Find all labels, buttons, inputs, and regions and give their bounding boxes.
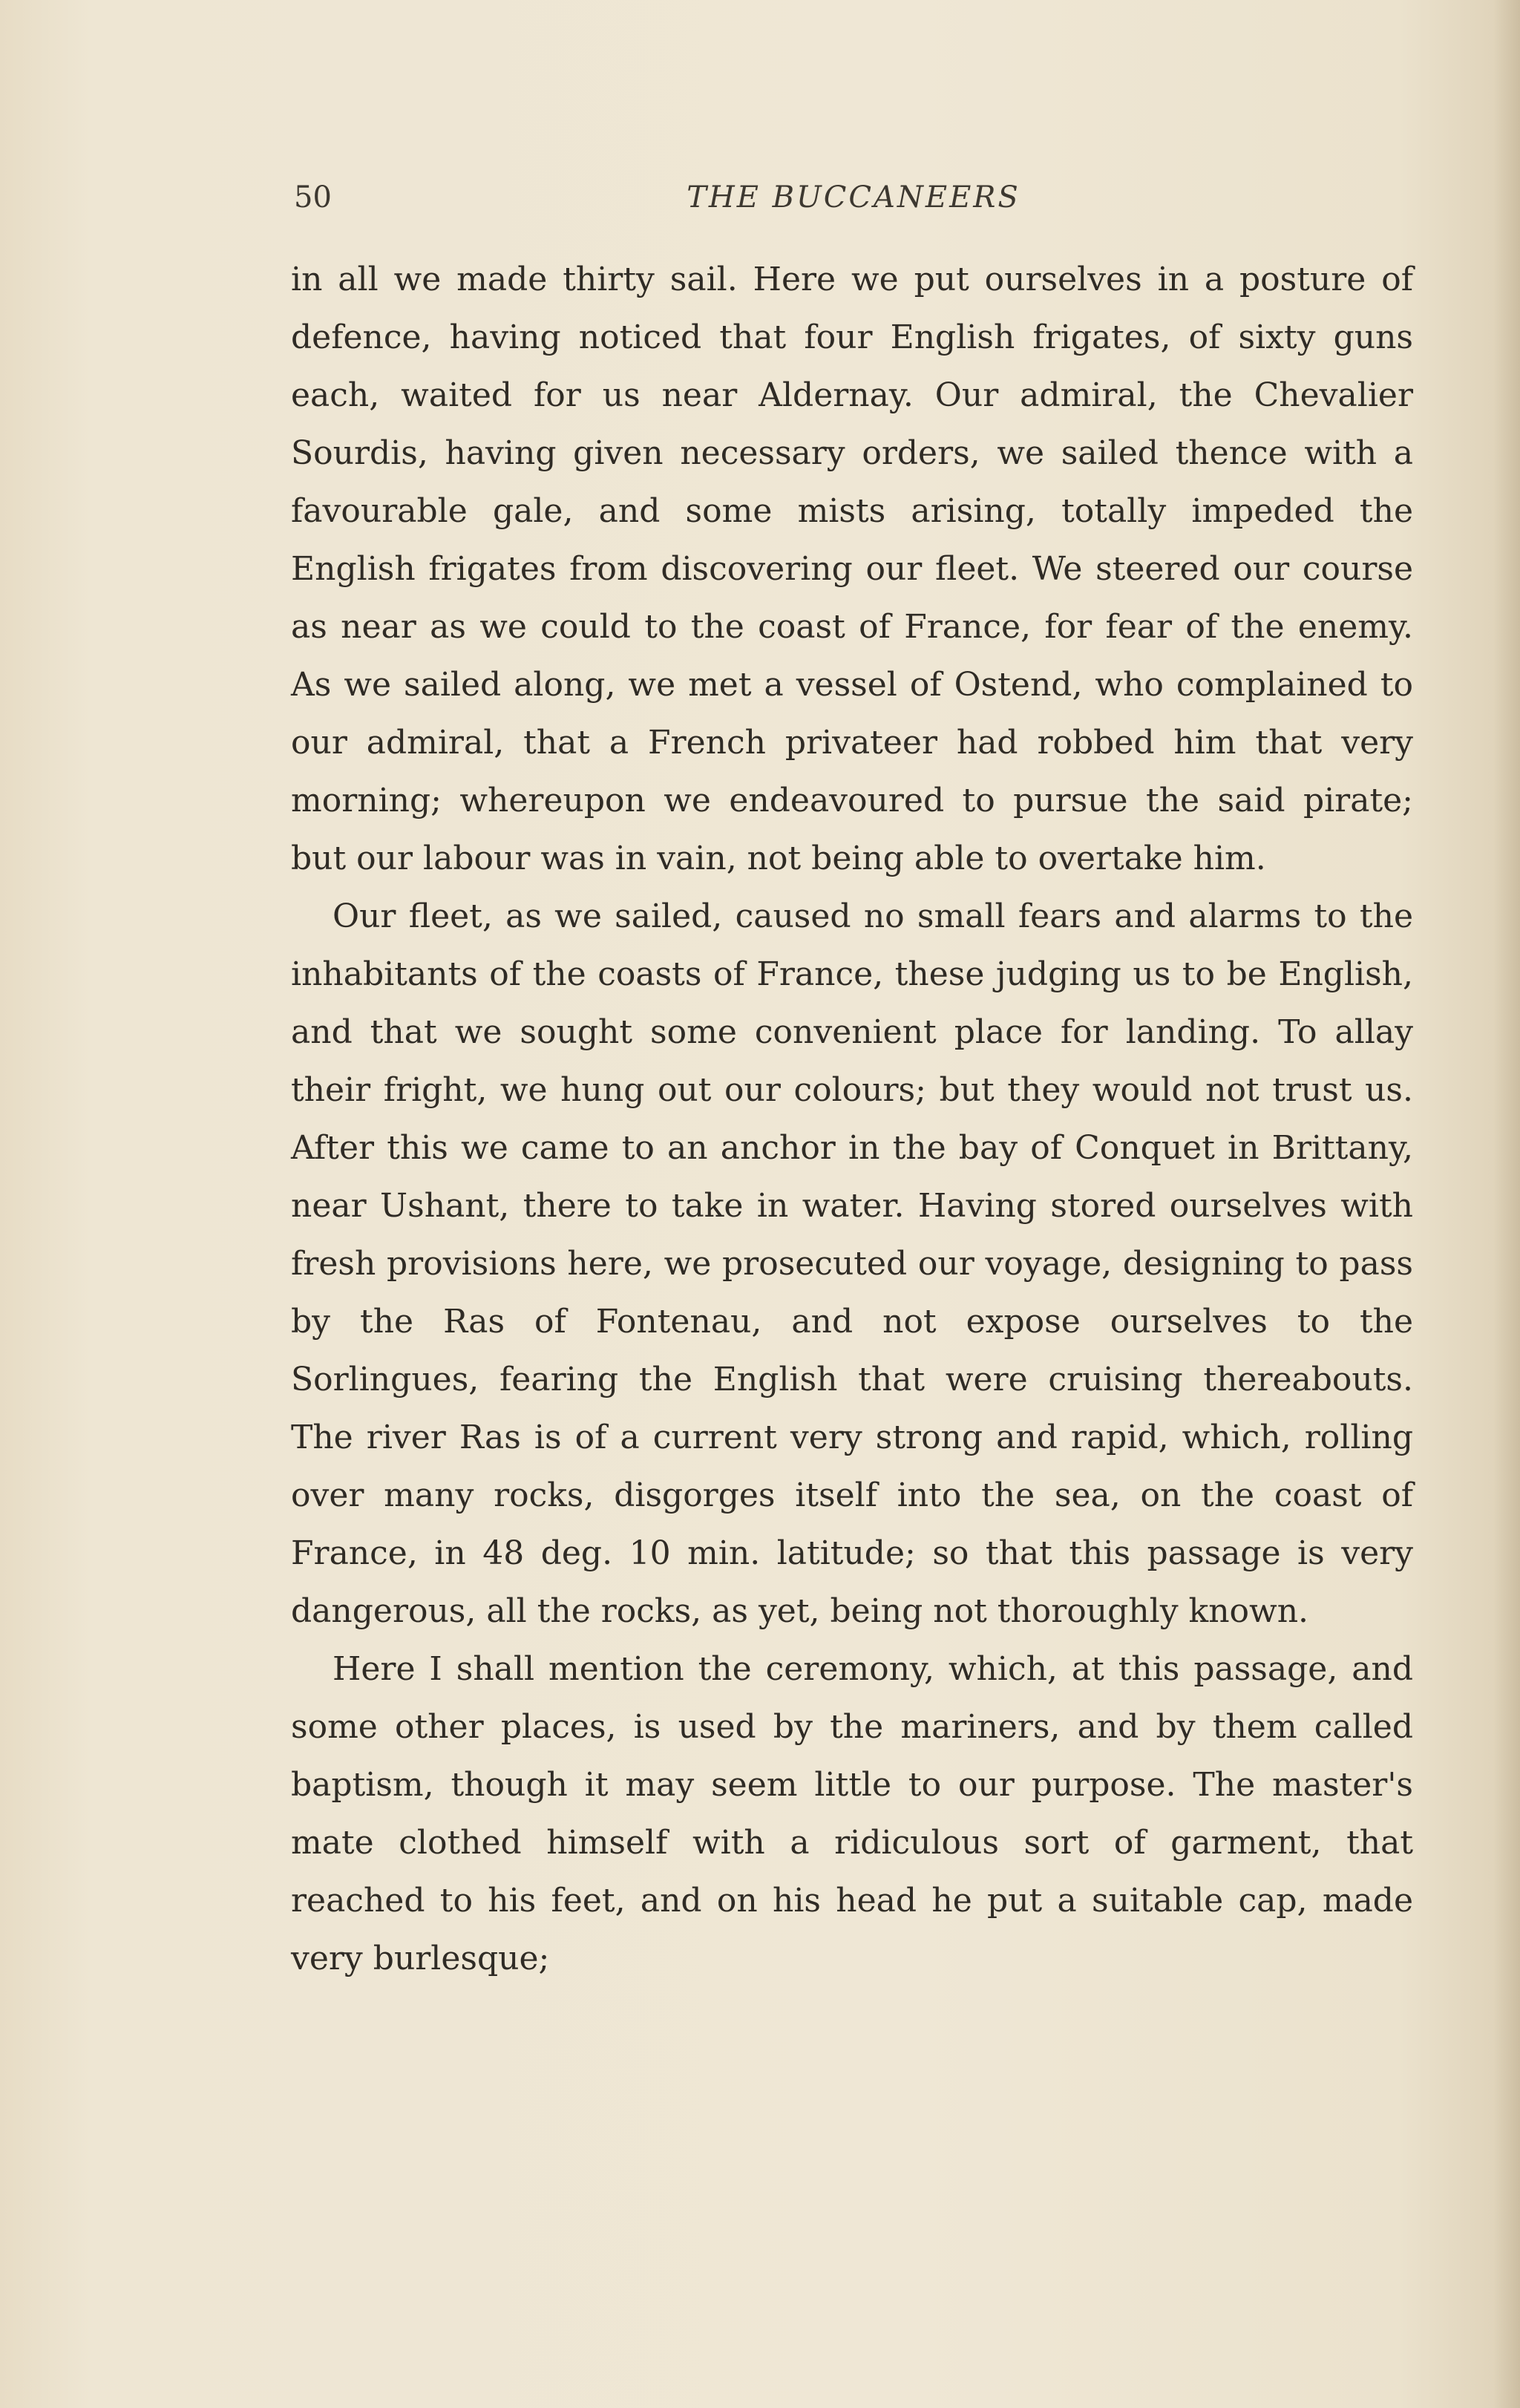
- paragraph-baptism-ceremony: Here I shall mention the ceremony, which, at this passage, and some other places, is used by the mariners, and by them called baptism, though it may seem little to our purpose. The master's mate clothed himself with a ridiculous sort of garment, that reached to his feet, and on his head he put a suitable cap, made very burlesque;: [291, 1650, 1413, 1977]
- running-title: THE BUCCANEERS: [687, 180, 1021, 215]
- page-edge-shadow: [1493, 0, 1520, 2408]
- paragraph-continuation: in all we made thirty sail. Here we put ourselves in a posture of defence, having noticed that four English frigates, of sixty guns each, waited for us near Aldernay. Our admiral, the Chevalier Sourdis, having given necessary orders, we sailed thence with a favourable gale, and some mists arising, totally impeded the English frigates from discovering our fleet. We steered our course as near as we could to the coast of France, for fear of the enemy. As we sailed along, we met a vessel of Ostend, who complained to our admiral, that a French privateer had robbed him that very morning; whereupon we endeavoured to pursue the said pirate; but our labour was in vain, not being able to overtake him.: [291, 261, 1413, 877]
- page-header: [294, 175, 1413, 220]
- paragraph-fleet-alarms: Our fleet, as we sailed, caused no small fears and alarms to the inhabitants of the coasts of France, these judging us to be English, and that we sought some convenient place for landing. To allay their fright, we hung out our colours; but they would not trust us. After this we came to an anchor in the bay of Conquet in Brittany, near Ushant, there to take in water. Having stored ourselves with fresh provisions here, we prosecuted our voyage, designing to pass by the Ras of Fontenau, and not expose ourselves to the Sorlingues, fearing the English that were cruising thereabouts. The river Ras is of a current very strong and rapid, which, rolling over many rocks, disgorges itself into the sea, on the coast of France, in 48 deg. 10 min. latitude; so that this passage is very dangerous, all the rocks, as yet, being not thoroughly known.: [291, 897, 1413, 1630]
- body-text: [291, 251, 1413, 1988]
- page-number: 50: [294, 180, 332, 215]
